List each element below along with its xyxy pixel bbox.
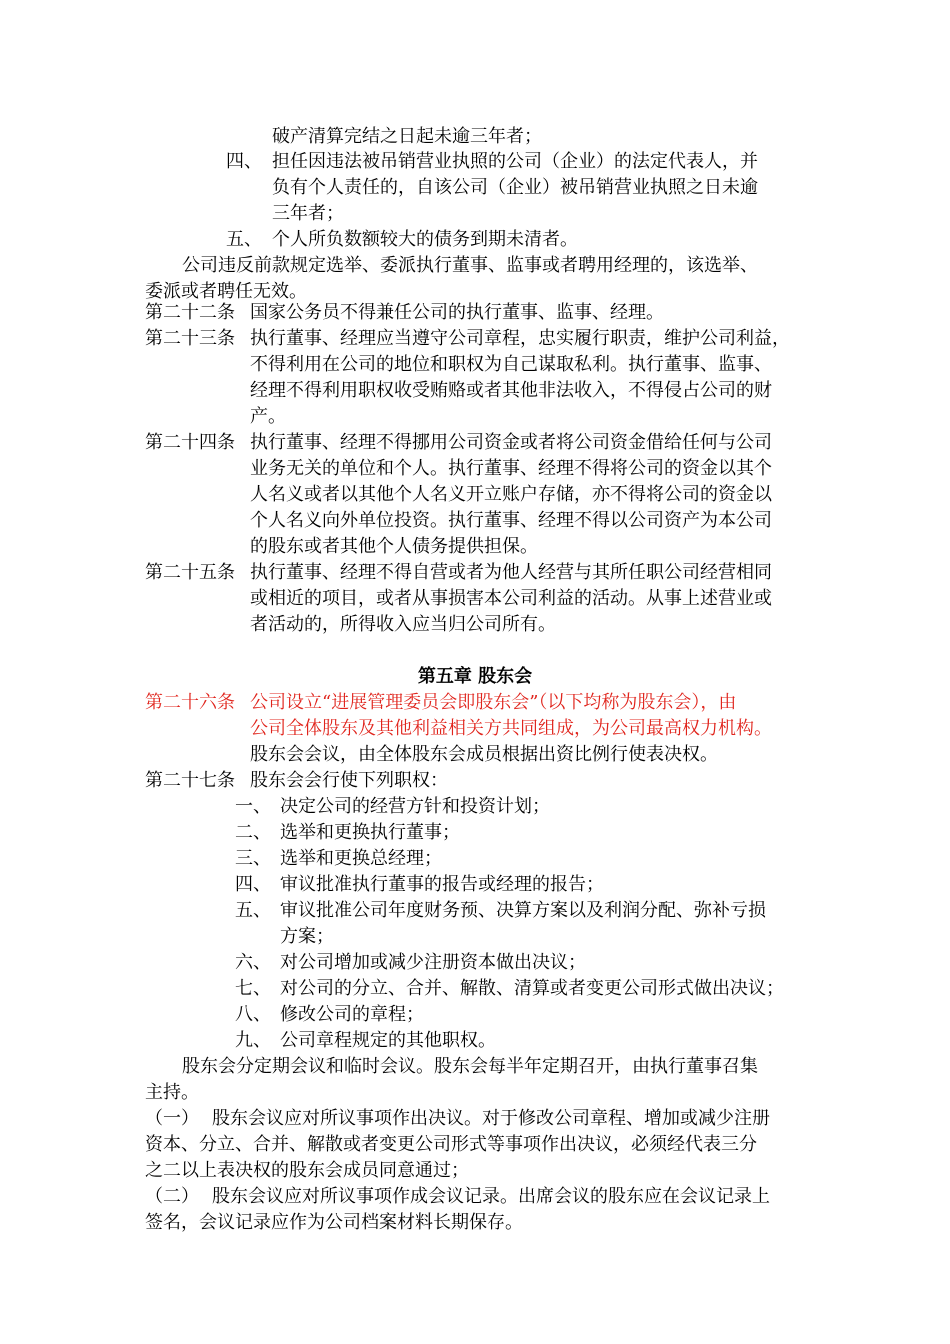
power-item-1-number: 一、	[235, 796, 271, 817]
subclause-2-line-2: 签名，会议记录应作为公司档案材料长期保存。	[145, 1212, 523, 1233]
article-23-line-4: 产。	[250, 406, 286, 427]
power-item-9-text: 公司章程规定的其他职权。	[280, 1030, 496, 1051]
meeting-paragraph-line-2: 主持。	[145, 1082, 199, 1103]
power-item-6-text: 对公司增加或减少注册资本做出决议；	[280, 952, 586, 973]
list-item-4-line-2: 负有个人责任的，自该公司（企业）被吊销营业执照之日未逾	[272, 177, 758, 198]
article-23-line-1: 执行董事、经理应当遵守公司章程，忠实履行职责，维护公司利益，	[250, 328, 790, 349]
power-item-8-text: 修改公司的章程；	[280, 1004, 424, 1025]
power-item-7-number: 七、	[235, 978, 271, 999]
article-24-line-4: 个人名义向外单位投资。执行董事、经理不得以公司资产为本公司	[250, 510, 772, 531]
list-item-4-line-3: 三年者；	[272, 203, 344, 224]
article-27-line-1: 股东会会行使下列职权：	[250, 770, 448, 791]
article-25-label: 第二十五条	[145, 562, 235, 583]
article-25-line-2: 或相近的项目，或者从事损害本公司利益的活动。从事上述营业或	[250, 588, 772, 609]
paragraph-line-2: 委派或者聘任无效。	[145, 281, 307, 302]
subclause-1-line-1: 股东会议应对所议事项作出决议。对于修改公司章程、增加或减少注册	[212, 1108, 770, 1129]
paragraph-line-1: 公司违反前款规定选举、委派执行董事、监事或者聘用经理的，该选举、	[182, 255, 758, 276]
power-item-9-number: 九、	[235, 1030, 271, 1051]
power-item-4-number: 四、	[235, 874, 271, 895]
power-item-4-text: 审议批准执行董事的报告或经理的报告；	[280, 874, 604, 895]
list-item-5-line-1: 个人所负数额较大的债务到期未清者。	[272, 229, 578, 250]
article-26-label: 第二十六条	[145, 692, 235, 713]
article-27-label: 第二十七条	[145, 770, 235, 791]
subclause-2-line-1: 股东会议应对所议事项作成会议记录。出席会议的股东应在会议记录上	[212, 1186, 770, 1207]
power-item-7-text: 对公司的分立、合并、解散、清算或者变更公司形式做出决议；	[280, 978, 784, 999]
subclause-1-number: （一）	[145, 1108, 199, 1129]
power-item-3-number: 三、	[235, 848, 271, 869]
power-item-3-text: 选举和更换总经理；	[280, 848, 442, 869]
article-26-line-2: 公司全体股东及其他利益相关方共同组成，为公司最高权力机构。	[250, 718, 772, 739]
article-26-line-1: 公司设立“进展管理委员会即股东会”（以下均称为股东会），由	[250, 692, 737, 713]
subclause-1-line-2: 资本、分立、合并、解散或者变更公司形式等事项作出决议，必须经代表三分	[145, 1134, 757, 1155]
list-item-3-continuation: 破产清算完结之日起未逾三年者；	[272, 126, 542, 147]
list-item-5-number: 五、	[226, 229, 262, 250]
power-item-5-number: 五、	[235, 900, 271, 921]
article-24-line-1: 执行董事、经理不得挪用公司资金或者将公司资金借给任何与公司	[250, 432, 772, 453]
list-item-4-number: 四、	[226, 151, 262, 172]
power-item-2-text: 选举和更换执行董事；	[280, 822, 460, 843]
article-26-line-3: 股东会会议，由全体股东会成员根据出资比例行使表决权。	[250, 744, 718, 765]
subclause-2-number: （二）	[145, 1186, 199, 1207]
power-item-2-number: 二、	[235, 822, 271, 843]
power-item-6-number: 六、	[235, 952, 271, 973]
power-item-1-text: 决定公司的经营方针和投资计划；	[280, 796, 550, 817]
power-item-5-text-cont: 方案；	[280, 926, 334, 947]
article-25-line-3: 者活动的，所得收入应当归公司所有。	[250, 614, 556, 635]
meeting-paragraph-line-1: 股东会分定期会议和临时会议。股东会每半年定期召开，由执行董事召集	[182, 1056, 758, 1077]
article-22-line-1: 国家公务员不得兼任公司的执行董事、监事、经理。	[250, 302, 664, 323]
article-23-label: 第二十三条	[145, 328, 235, 349]
article-24-label: 第二十四条	[145, 432, 235, 453]
list-item-4-line-1: 担任因违法被吊销营业执照的公司（企业）的法定代表人，并	[272, 151, 758, 172]
article-24-line-3: 人名义或者以其他个人名义开立账户存储，亦不得将公司的资金以	[250, 484, 772, 505]
article-25-line-1: 执行董事、经理不得自营或者为他人经营与其所任职公司经营相同	[250, 562, 772, 583]
article-23-line-3: 经理不得利用职权收受贿赂或者其他非法收入，不得侵占公司的财	[250, 380, 772, 401]
chapter-5-heading: 第五章 股东会	[417, 666, 533, 687]
article-24-line-5: 的股东或者其他个人债务提供担保。	[250, 536, 538, 557]
article-22-label: 第二十二条	[145, 302, 235, 323]
article-24-line-2: 业务无关的单位和个人。执行董事、经理不得将公司的资金以其个	[250, 458, 772, 479]
power-item-8-number: 八、	[235, 1004, 271, 1025]
article-23-line-2: 不得利用在公司的地位和职权为自己谋取私利。执行董事、监事、	[250, 354, 772, 375]
power-item-5-text: 审议批准公司年度财务预、决算方案以及利润分配、弥补亏损	[280, 900, 766, 921]
subclause-1-line-3: 之二以上表决权的股东会成员同意通过；	[145, 1160, 469, 1181]
